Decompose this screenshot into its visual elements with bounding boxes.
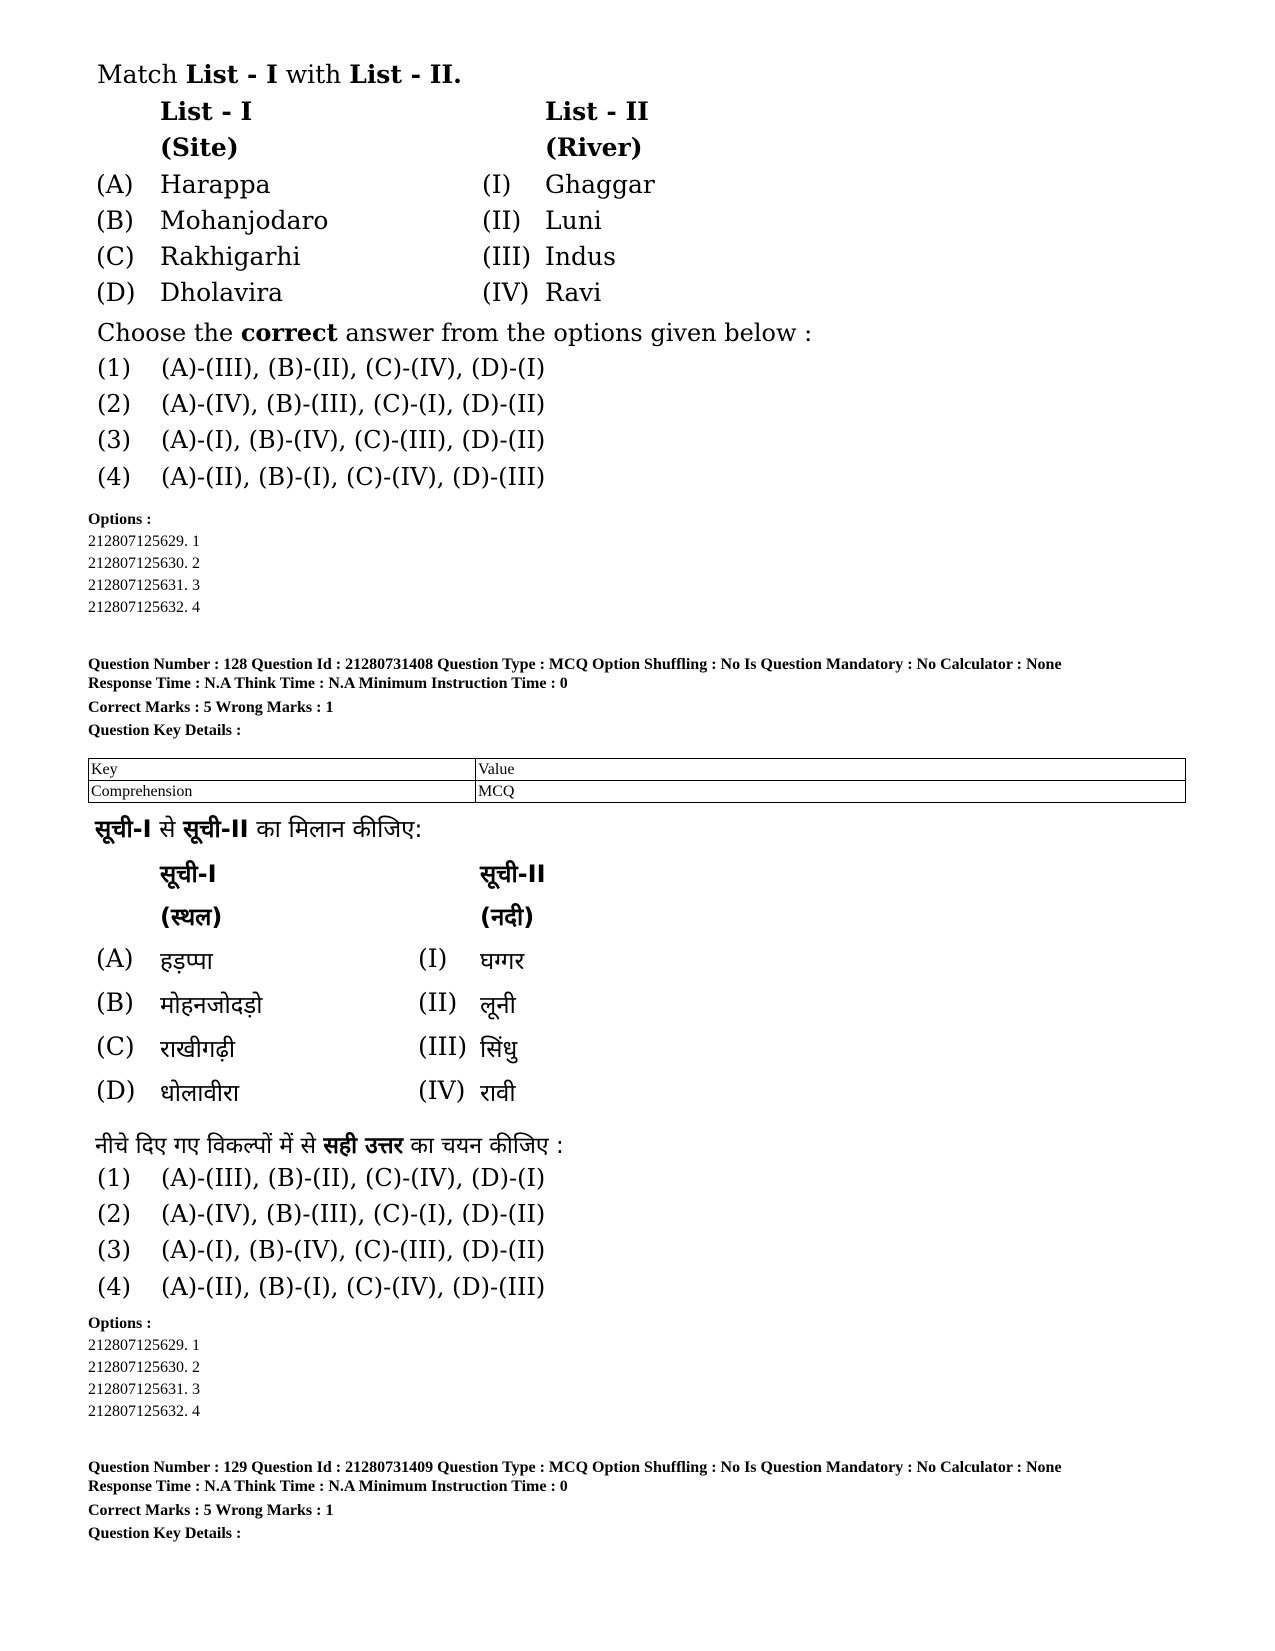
list2-subheading-en: (River)	[545, 133, 643, 162]
row-label: (A)	[96, 170, 134, 199]
row-label: (B)	[96, 988, 134, 1017]
answer-number: (2)	[97, 390, 131, 418]
table-header-value: Value	[476, 759, 1186, 781]
river-name: Indus	[545, 242, 616, 271]
answer-number: (1)	[97, 1164, 131, 1192]
options-heading: Options :	[88, 511, 152, 528]
row-number: (IV)	[482, 278, 530, 307]
question-128-line1: Question Number : 128 Question Id : 21280731408 Question Type : MCQ Option Shuffling : No Is Question Mandatory : No Calculator : None	[88, 656, 1062, 673]
row-label: (B)	[96, 206, 134, 235]
option-id: 212807125632. 4	[88, 599, 200, 616]
list1-heading-en: List - I	[160, 97, 253, 126]
row-number: (I)	[482, 170, 512, 199]
list1-subheading-en: (Site)	[160, 133, 239, 162]
site-name: धोलावीरा	[160, 1079, 240, 1107]
option-id: 212807125631. 3	[88, 577, 200, 594]
question-129-line1: Question Number : 129 Question Id : 21280731409 Question Type : MCQ Option Shuffling : No Is Question Mandatory : No Calculator : None	[88, 1459, 1062, 1476]
site-name: हड़प्पा	[160, 947, 213, 975]
site-name: राखीगढ़ी	[160, 1035, 236, 1063]
site-name: Rakhigarhi	[160, 242, 301, 271]
table-cell-key: Comprehension	[89, 781, 476, 803]
table-cell-value: MCQ	[476, 781, 1186, 803]
answer-text: (A)-(II), (B)-(I), (C)-(IV), (D)-(III)	[161, 463, 546, 491]
row-number: (III)	[482, 242, 532, 271]
answer-text: (A)-(II), (B)-(I), (C)-(IV), (D)-(III)	[161, 1273, 546, 1301]
row-number: (II)	[418, 988, 458, 1017]
answer-number: (2)	[97, 1200, 131, 1228]
list1-heading-hi: सूची-I	[160, 860, 217, 888]
river-name: लूनी	[480, 991, 516, 1019]
site-name: मोहनजोदड़ो	[160, 991, 263, 1019]
answer-text: (A)-(IV), (B)-(III), (C)-(I), (D)-(II)	[161, 390, 546, 418]
row-label: (C)	[96, 242, 135, 271]
question-key-table	[88, 758, 1186, 803]
river-name: रावी	[480, 1079, 516, 1107]
list1-subheading-hi: (स्थल)	[160, 903, 223, 931]
options-block-1	[88, 509, 200, 619]
question-129-key-heading: Question Key Details :	[88, 1525, 242, 1542]
option-id: 212807125629. 1	[88, 1337, 200, 1354]
choose-instruction-hi: नीचे दिए गए विकल्पों में से सही उत्तर का चयन कीजिए :	[95, 1133, 564, 1159]
site-name: Mohanjodaro	[160, 206, 329, 235]
question-128-marks: Correct Marks : 5 Wrong Marks : 1	[88, 699, 334, 716]
question-129-line2: Response Time : N.A Think Time : N.A Minimum Instruction Time : 0	[88, 1478, 568, 1495]
answer-text: (A)-(I), (B)-(IV), (C)-(III), (D)-(II)	[161, 1236, 546, 1264]
site-name: Harappa	[160, 170, 271, 199]
option-id: 212807125630. 2	[88, 1359, 200, 1376]
list2-subheading-hi: (नदी)	[480, 903, 535, 931]
row-number: (II)	[482, 206, 522, 235]
row-label: (D)	[96, 278, 136, 307]
answer-text: (A)-(III), (B)-(II), (C)-(IV), (D)-(I)	[161, 354, 546, 382]
row-number: (I)	[418, 944, 448, 973]
row-number: (III)	[418, 1032, 468, 1061]
list2-heading-hi: सूची-II	[480, 860, 546, 888]
row-label: (D)	[96, 1076, 136, 1105]
river-name: Luni	[545, 206, 602, 235]
question-129-meta	[88, 1459, 1062, 1545]
answer-text: (A)-(I), (B)-(IV), (C)-(III), (D)-(II)	[161, 426, 546, 454]
option-id: 212807125629. 1	[88, 533, 200, 550]
river-name: Ravi	[545, 278, 602, 307]
answer-number: (1)	[97, 354, 131, 382]
answer-number: (4)	[97, 463, 131, 491]
question-128-key-heading: Question Key Details :	[88, 722, 242, 739]
table-header-key: Key	[89, 759, 476, 781]
question-128-meta	[88, 656, 1062, 742]
question-title-hi: सूची-I से सूची-II का मिलान कीजिए:	[95, 815, 423, 843]
river-name: सिंधु	[480, 1035, 518, 1063]
question-128-line2: Response Time : N.A Think Time : N.A Minimum Instruction Time : 0	[88, 675, 568, 692]
table-header-row	[89, 759, 1186, 781]
answer-number: (3)	[97, 426, 131, 454]
list2-heading-en: List - II	[545, 97, 649, 126]
options-heading: Options :	[88, 1315, 152, 1332]
choose-instruction-en: Choose the correct answer from the options given below :	[97, 318, 813, 347]
river-name: घग्गर	[480, 947, 525, 975]
row-label: (C)	[96, 1032, 135, 1061]
question-title-en: Match List - I with List - II.	[97, 60, 462, 89]
option-id: 212807125632. 4	[88, 1403, 200, 1420]
answer-number: (3)	[97, 1236, 131, 1264]
row-number: (IV)	[418, 1076, 466, 1105]
options-block-2	[88, 1313, 200, 1423]
answer-text: (A)-(III), (B)-(II), (C)-(IV), (D)-(I)	[161, 1164, 546, 1192]
question-129-marks: Correct Marks : 5 Wrong Marks : 1	[88, 1502, 334, 1519]
row-label: (A)	[96, 944, 134, 973]
answer-number: (4)	[97, 1273, 131, 1301]
table-row	[89, 781, 1186, 803]
option-id: 212807125630. 2	[88, 555, 200, 572]
option-id: 212807125631. 3	[88, 1381, 200, 1398]
river-name: Ghaggar	[545, 170, 655, 199]
site-name: Dholavira	[160, 278, 284, 307]
answer-text: (A)-(IV), (B)-(III), (C)-(I), (D)-(II)	[161, 1200, 546, 1228]
